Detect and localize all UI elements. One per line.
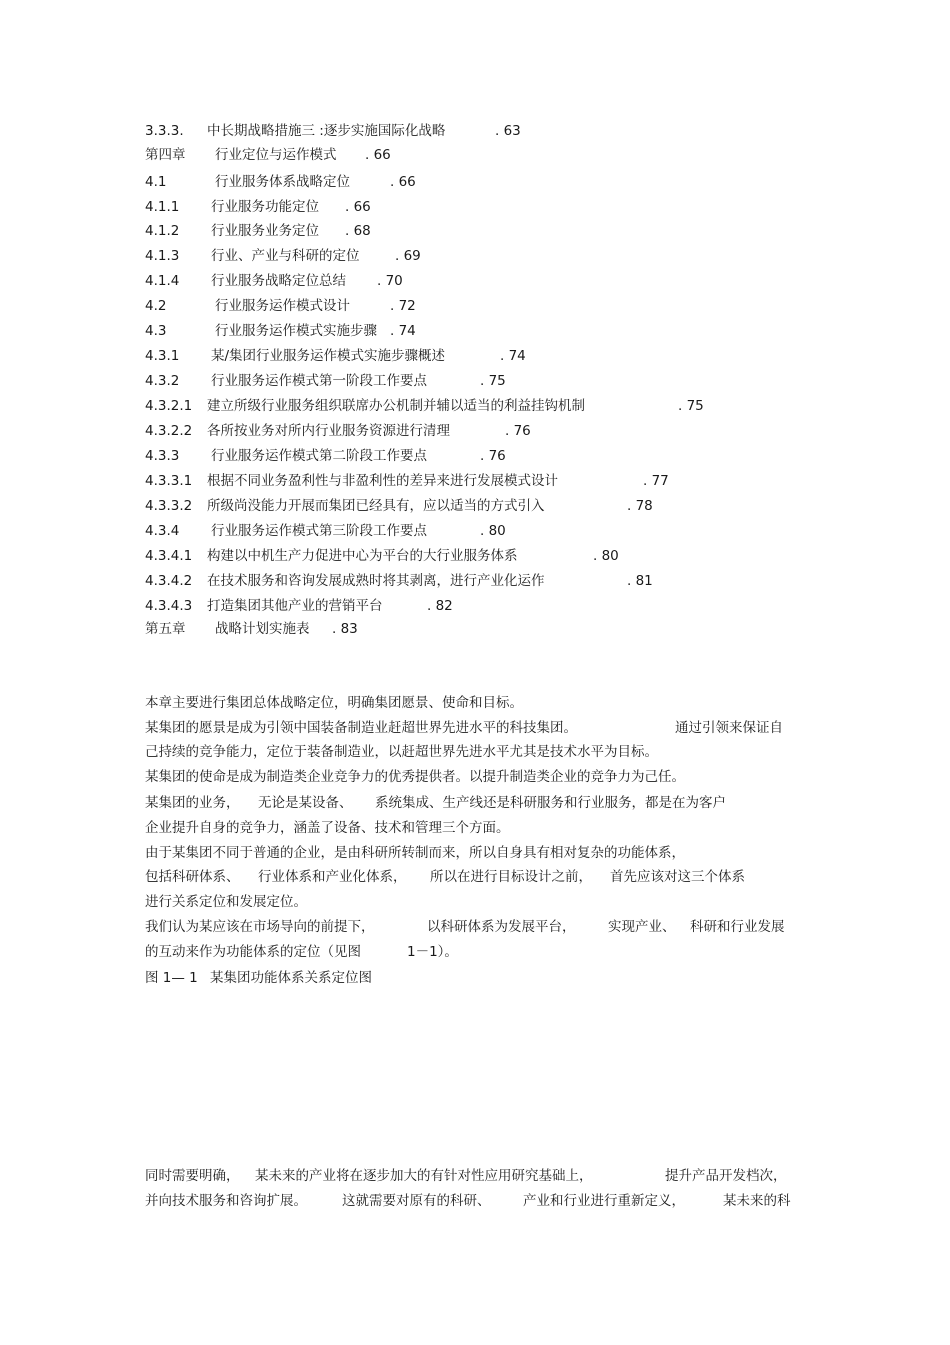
text-segment: 某集团功能体系关系定位图 [210, 970, 372, 986]
toc-entry-number: 3.3.3. [145, 123, 184, 139]
toc-entry-title: 行业、产业与科研的定位 [211, 248, 360, 264]
toc-entry-title: 所级尚没能力开展而集团已经具有，应以适当的方式引入 [207, 498, 545, 514]
text-segment: 科研和行业发展 [690, 919, 785, 935]
text-segment: 系统集成、生产线还是科研服务和行业服务，都是在为客户 [375, 795, 726, 811]
text-segment: 行业体系和产业化体系， [258, 869, 407, 885]
toc-entry-page: . 75 [480, 373, 506, 389]
toc-entry-page: . 80 [593, 548, 619, 564]
toc-entry-number: 4.3.2.1 [145, 398, 193, 414]
text-segment: 同时需要明确， [145, 1168, 240, 1184]
text-segment: 通过引领来保证自 [675, 720, 783, 736]
toc-entry-page: . 81 [627, 573, 653, 589]
toc-entry-page: . 83 [332, 621, 358, 637]
text-segment: 这就需要对原有的科研、 [342, 1193, 491, 1209]
text-segment: 本章主要进行集团总体战略定位，明确集团愿景、使命和目标。 [145, 695, 523, 711]
toc-entry-title: 行业服务功能定位 [211, 199, 319, 215]
toc-entry-title: 各所按业务对所内行业服务资源进行清理 [207, 423, 450, 439]
text-segment: 图 1— 1 [145, 970, 198, 986]
text-segment: 某集团的业务， [145, 795, 240, 811]
toc-entry-title: 行业服务运作模式第一阶段工作要点 [211, 373, 427, 389]
toc-entry-page: . 72 [390, 298, 416, 314]
toc-entry-number: 4.1.2 [145, 223, 180, 239]
toc-entry-title: 行业服务运作模式第三阶段工作要点 [211, 523, 427, 539]
toc-entry-title: 打造集团其他产业的营销平台 [207, 598, 383, 614]
toc-entry-number: 4.1.4 [145, 273, 180, 289]
toc-entry-page: . 74 [390, 323, 416, 339]
toc-entry-number: 4.1 [145, 174, 167, 190]
text-segment: 实现产业、 [608, 919, 676, 935]
toc-entry-page: . 69 [395, 248, 421, 264]
text-segment: 的互动来作为功能体系的定位（见图 [145, 944, 361, 960]
text-segment: 我们认为某应该在市场导向的前提下， [145, 919, 375, 935]
toc-entry-number: 4.3 [145, 323, 167, 339]
toc-entry-page: . 77 [643, 473, 669, 489]
toc-entry-title: 行业服务战略定位总结 [211, 273, 346, 289]
toc-entry-page: . 76 [480, 448, 506, 464]
toc-entry-number: 4.3.2.2 [145, 423, 193, 439]
toc-entry-number: 4.3.4.2 [145, 573, 193, 589]
toc-entry-number: 4.1.1 [145, 199, 180, 215]
text-segment: 首先应该对这三个体系 [610, 869, 745, 885]
toc-entry-number: 4.3.3 [145, 448, 180, 464]
toc-entry-title: 战略计划实施表 [215, 621, 310, 637]
toc-entry-title: 行业服务运作模式实施步骤 [215, 323, 377, 339]
toc-entry-title: 构建以中机生产力促进中心为平台的大行业服务体系 [207, 548, 518, 564]
toc-entry-title: 行业定位与运作模式 [215, 147, 337, 163]
toc-entry-title: 根据不同业务盈利性与非盈利性的差异来进行发展模式设计 [207, 473, 558, 489]
toc-entry-page: . 74 [500, 348, 526, 364]
toc-entry-title: 行业服务体系战略定位 [215, 174, 350, 190]
toc-entry-page: . 68 [345, 223, 371, 239]
toc-entry-number: 4.3.1 [145, 348, 180, 364]
toc-entry-page: . 66 [345, 199, 371, 215]
text-segment: 某未来的产业将在逐步加大的有针对性应用研究基础上， [255, 1168, 593, 1184]
toc-entry-title: 行业服务运作模式第二阶段工作要点 [211, 448, 427, 464]
text-segment: 1－1）。 [407, 944, 458, 960]
toc-entry-number: 第四章 [145, 147, 186, 163]
toc-entry-number: 4.3.4.1 [145, 548, 193, 564]
text-segment: 包括科研体系、 [145, 869, 240, 885]
toc-entry-page: . 63 [495, 123, 521, 139]
toc-entry-page: . 66 [390, 174, 416, 190]
text-segment: 某集团的使命是成为制造类企业竞争力的优秀提供者。以提升制造类企业的竞争力为己任。 [145, 769, 685, 785]
text-segment: 以科研体系为发展平台， [427, 919, 576, 935]
toc-entry-page: . 82 [427, 598, 453, 614]
toc-entry-title: 行业服务运作模式设计 [215, 298, 350, 314]
toc-entry-title: 建立所级行业服务组织联席办公机制并辅以适当的利益挂钩机制 [207, 398, 585, 414]
toc-entry-title: 某/集团行业服务运作模式实施步骤概述 [211, 348, 446, 364]
toc-entry-number: 4.1.3 [145, 248, 180, 264]
text-segment: 无论是某设备、 [258, 795, 353, 811]
toc-entry-number: 4.3.3.1 [145, 473, 193, 489]
toc-entry-title: 行业服务业务定位 [211, 223, 319, 239]
toc-entry-page: . 80 [480, 523, 506, 539]
text-segment: 企业提升自身的竞争力，涵盖了设备、技术和管理三个方面。 [145, 820, 510, 836]
toc-entry-title: 在技术服务和咨询发展成熟时将其剥离，进行产业化运作 [207, 573, 545, 589]
toc-entry-page: . 66 [365, 147, 391, 163]
toc-entry-page: . 75 [678, 398, 704, 414]
text-segment: 某集团的愿景是成为引领中国装备制造业赶超世界先进水平的科技集团。 [145, 720, 577, 736]
toc-entry-title: 中长期战略措施三 :逐步实施国际化战略 [207, 123, 446, 139]
toc-entry-number: 4.3.2 [145, 373, 180, 389]
text-segment: 提升产品开发档次， [665, 1168, 787, 1184]
toc-entry-page: . 78 [627, 498, 653, 514]
toc-entry-number: 4.2 [145, 298, 167, 314]
text-segment: 产业和行业进行重新定义， [523, 1193, 685, 1209]
toc-entry-number: 4.3.4 [145, 523, 180, 539]
text-segment: 由于某集团不同于普通的企业，是由科研所转制而来，所以自身具有相对复杂的功能体系， [145, 845, 685, 861]
toc-entry-page: . 76 [505, 423, 531, 439]
text-segment: 己持续的竞争能力，定位于装备制造业，以赶超世界先进水平尤其是技术水平为目标。 [145, 744, 658, 760]
toc-entry-number: 4.3.4.3 [145, 598, 193, 614]
text-segment: 某未来的科 [723, 1193, 791, 1209]
toc-entry-page: . 70 [377, 273, 403, 289]
toc-entry-number: 第五章 [145, 621, 186, 637]
text-segment: 所以在进行目标设计之前， [430, 869, 592, 885]
text-segment: 并向技术服务和咨询扩展。 [145, 1193, 307, 1209]
text-segment: 进行关系定位和发展定位。 [145, 894, 307, 910]
toc-entry-number: 4.3.3.2 [145, 498, 193, 514]
